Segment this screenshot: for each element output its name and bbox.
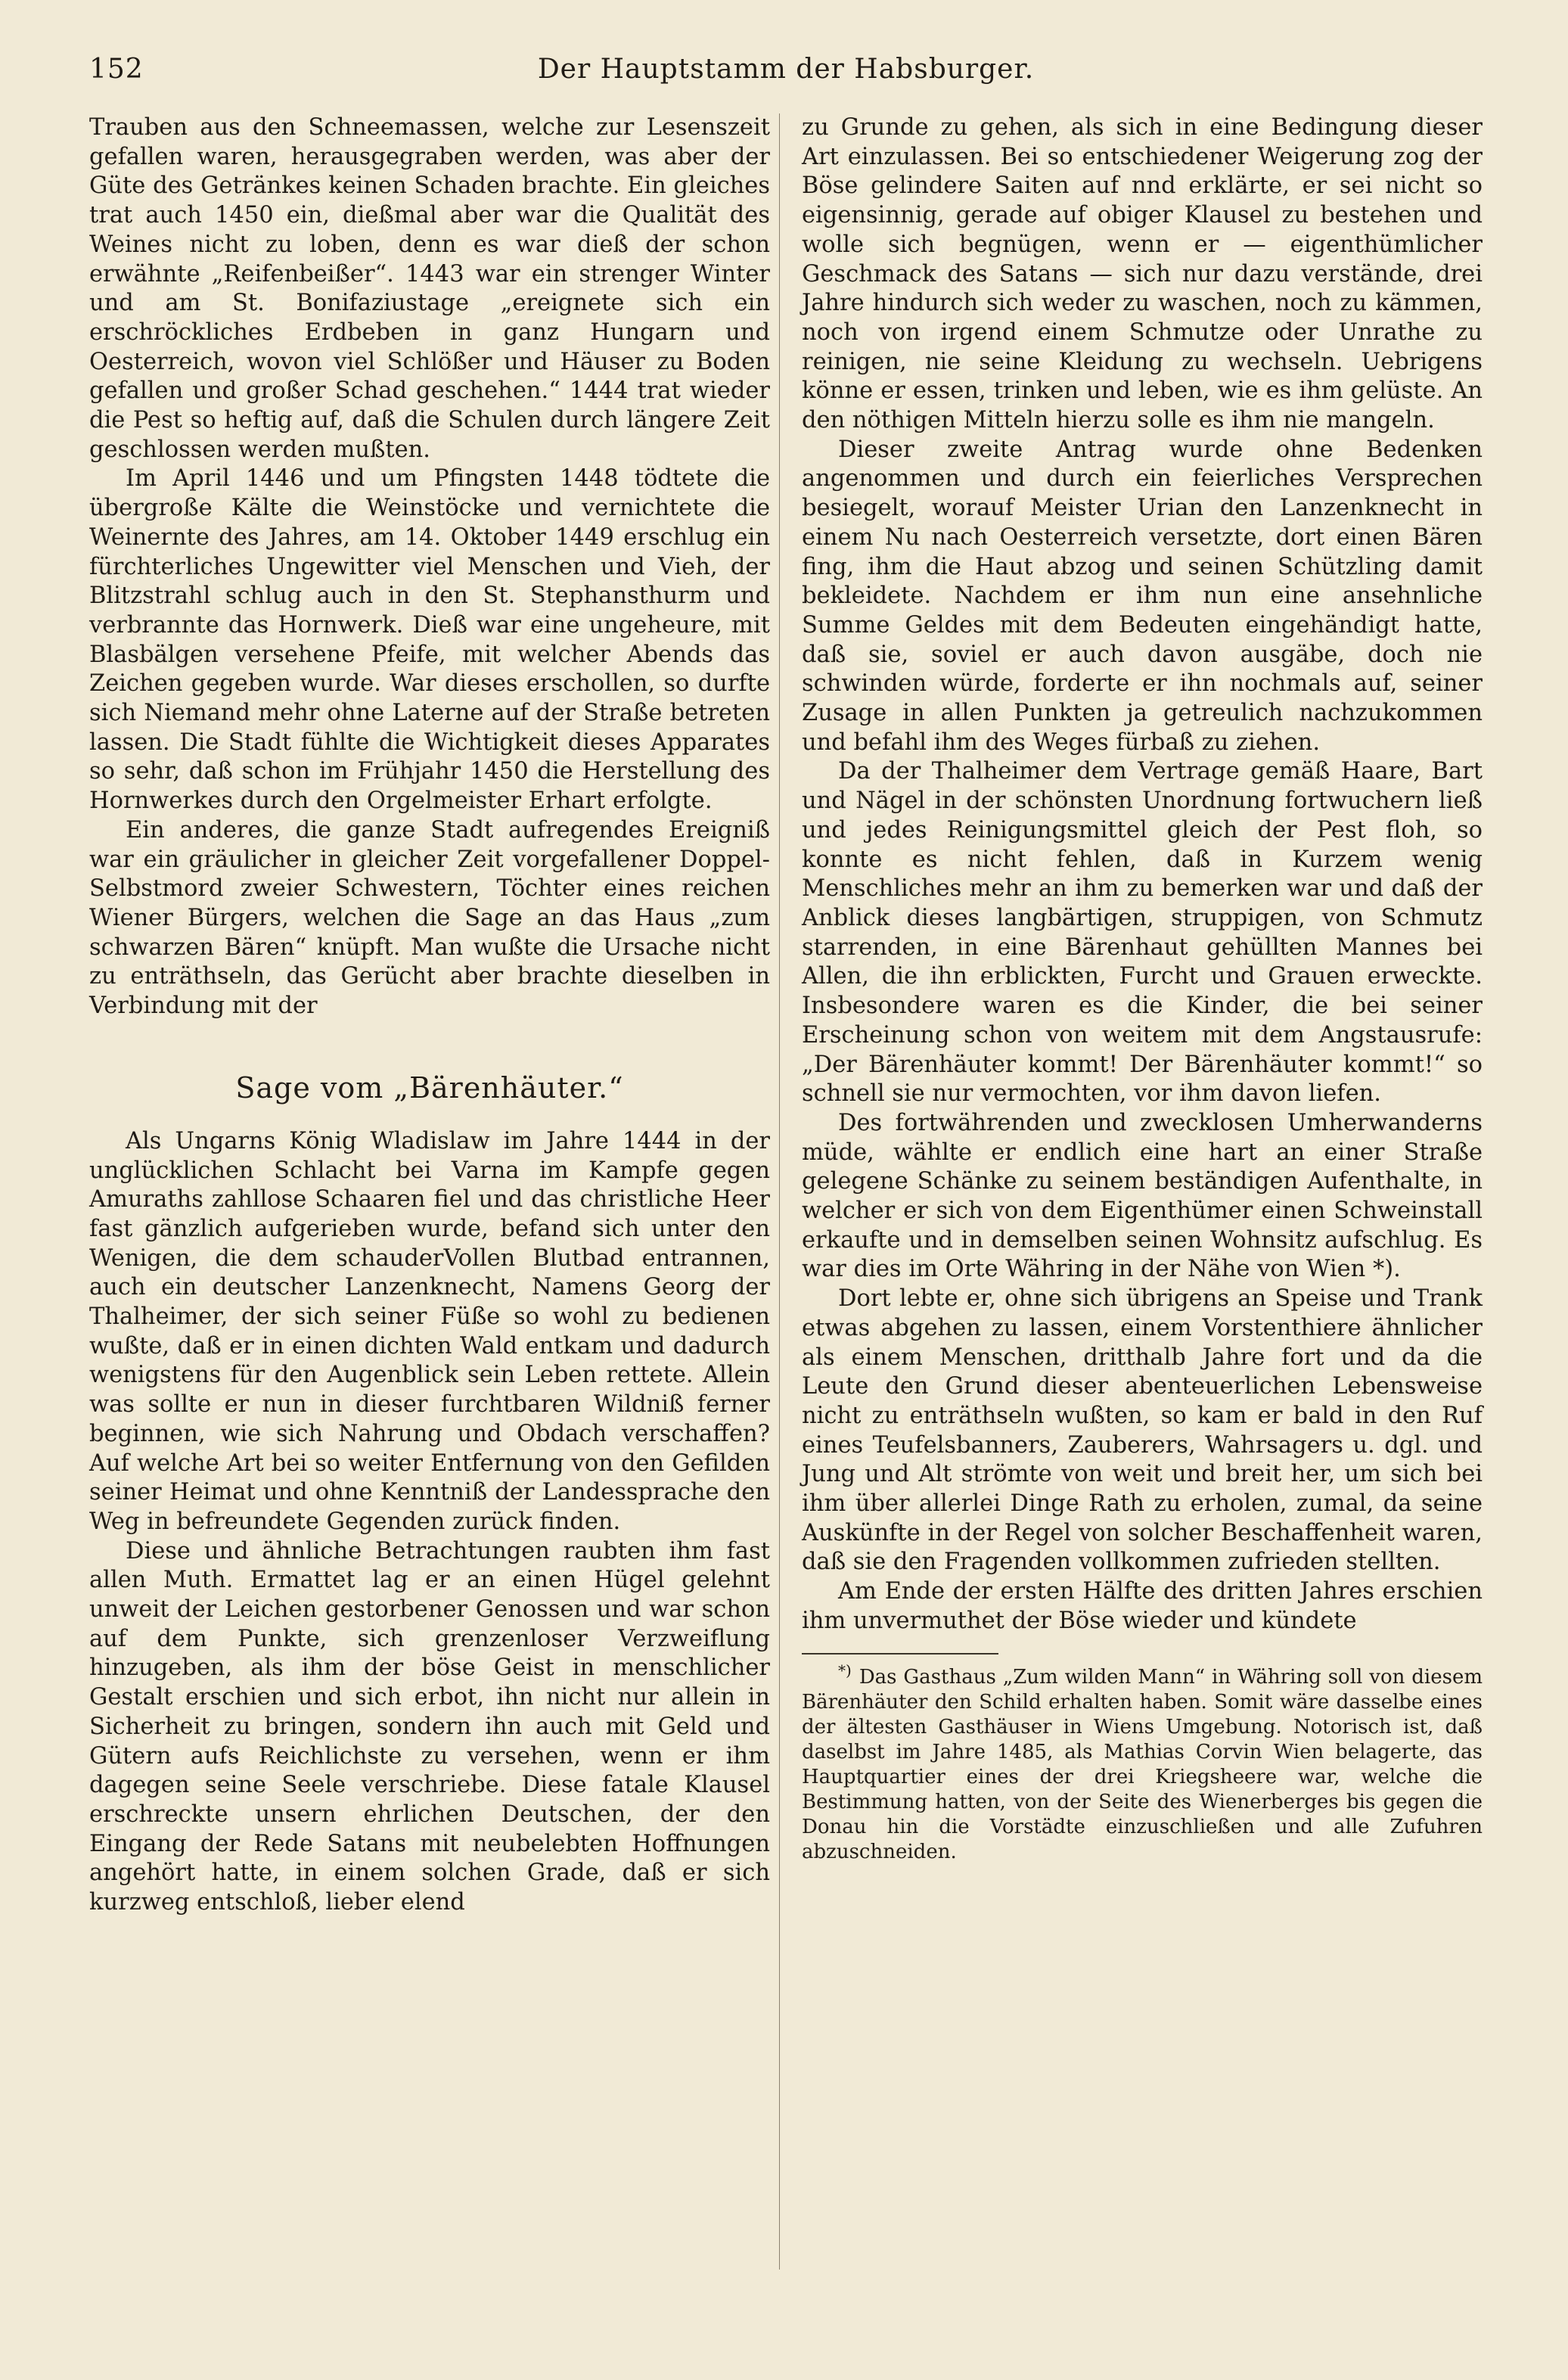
paragraph: Dort lebte er, ohne sich übrigens an Speise und Trank etwas abgehen zu lassen, einem Vorstenthiere ähnlicher als einem Menschen, dritthalb Jahre fort und da die Leute den Grund dieser abenteuerlichen Lebensweise nicht zu enträthseln wußten, so kam er bald in den Ruf eines Teufelsbanners, Zauberers, Wahrsagers u. dgl. und Jung und Alt strömte von weit und breit her, um sich bei ihm über allerlei Dinge Rath zu erholen, zumal, da seine Auskünfte in der Regel von solcher Beschaffenheit waren, daß sie den Fragenden vollkommen zufrieden stellten. <box>802 1285 1483 1576</box>
footnote <box>802 1661 1483 1865</box>
section-heading: Sage vom „Bärenhäuter.“ <box>235 1070 624 1105</box>
paragraph: Als Ungarns König Wladislaw im Jahre 1444 in der unglücklichen Schlacht bei Varna im Kampfe gegen Amuraths zahllose Schaaren fiel und das christliche Heer fast gänzlich aufgerieben wurde, befand sich unter den Wenigen, die dem schauderVollen Blutbad entrannen, auch ein deutscher Lanzenknecht, Namens Georg der Thalheimer, der sich seiner Füße so wohl zu bedienen wußte, daß er in einen dichten Wald entkam und dadurch wenigstens für den Augenblick sein Leben rettete. Allein was sollte er nun in dieser furchtbaren Wildniß ferner beginnen, wie sich Nahrung und Obdach verschaffen? Auf welche Art bei so weiter Entfernung von den Gefilden seiner Heimat und ohne Kenntniß der Landessprache den Weg in befreundete Gegenden zurück finden. <box>89 1127 770 1535</box>
footnote-marker: *) <box>838 1661 852 1679</box>
page-number: 152 <box>89 54 144 85</box>
paragraph: Des fortwährenden und zwecklosen Umherwanderns müde, wählte er endlich eine hart an einer Straße gelegene Schänke zu seinem beständigen Aufenthalte, in welcher er sich von dem Eigenthümer einen Schweinstall erkaufte und in demselben seinen Wohnsitz aufschlug. Es war dies im Orte Währing in der Nähe von Wien *). <box>802 1109 1483 1283</box>
left-column <box>89 113 770 2330</box>
paragraph: Trauben aus den Schneemassen, welche zur Lesenszeit gefallen waren, herausgegraben werden, was aber der Güte des Getränkes keinen Schaden brachte. Ein gleiches trat auch 1450 ein, dießmal aber war die Qualität des Weines nicht zu loben, denn es war dieß der schon erwähnte „Reifenbeißer“. 1443 war ein strenger Winter und am St. Bonifaziustage „ereignete sich ein erschröckliches Erdbeben in ganz Hungarn und Oesterreich, wovon viel Schlößer und Häuser zu Boden gefallen und großer Schad geschehen.“ 1444 trat wieder die Pest so heftig auf, daß die Schulen durch längere Zeit geschlossen werden mußten. <box>89 114 770 463</box>
footnote-text: Das Gasthaus „Zum wilden Mann“ in Währing soll von diesem Bärenhäuter den Schild erhalten haben. Somit wäre dasselbe eines der ältesten Gasthäuser in Wiens Umgebung. Notorisch ist, daß daselbst im Jahre 1485, als Mathias Corvin Wien belagerte, das Hauptquartier eines der drei Kriegsheere war, welche die Bestimmung hatten, von der Seite des Wienerberges bis gegen die Donau hin die Vorstädte einzuschließen und alle Zufuhren abzuschneiden. <box>802 1665 1483 1863</box>
running-title: Der Hauptstamm der Habsburger. <box>537 54 1035 85</box>
paragraph: Am Ende der ersten Hälfte des dritten Jahres erschien ihm unvermuthet der Böse wieder und kündete <box>802 1578 1483 1634</box>
running-head <box>89 47 1483 92</box>
right-column <box>802 113 1483 2330</box>
paragraph: Dieser zweite Antrag wurde ohne Bedenken angenommen und durch ein feierliches Versprechen besiegelt, worauf Meister Urian den Lanzenknecht in einem Nu nach Oesterreich versetzte, dort einen Bären fing, ihm die Haut abzog und seinen Schützling damit bekleidete. Nachdem er ihm nun eine ansehnliche Summe Geldes mit dem Bedeuten eingehändigt hatte, daß sie, soviel er auch davon ausgäbe, doch nie schwinden würde, forderte er ihn nochmals auf, seiner Zusage in allen Punkten ja getreulich nachzukommen und befahl ihm des Weges fürbaß zu ziehen. <box>802 436 1483 756</box>
paragraph: Im April 1446 und um Pfingsten 1448 tödtete die übergroße Kälte die Weinstöcke und vernichtete die Weinernte des Jahres, am 14. Oktober 1449 erschlug ein fürchterliches Ungewitter viel Menschen und Vieh, der Blitzstrahl schlug auch in den St. Stephansthurm und verbrannte das Hornwerk. Dieß war eine ungeheure, mit Blasbälgen versehene Pfeife, mit welcher Abends das Zeichen gegeben wurde. War dieses erschollen, so durfte sich Niemand mehr ohne Laterne auf der Straße betreten lassen. Die Stadt fühlte die Wichtigkeit dieses Apparates so sehr, daß schon im Frühjahr 1450 die Herstellung des Hornwerkes durch den Orgelmeister Erhart erfolgte. <box>89 465 770 815</box>
footnote-divider <box>802 1653 998 1655</box>
paragraph: Ein anderes, die ganze Stadt aufregendes Ereigniß war ein gräulicher in gleicher Zeit vorgefallener Doppel-Selbstmord zweier Schwestern, Töchter eines reichen Wiener Bürgers, welchen die Sage an das Haus „zum schwarzen Bären“ knüpft. Man wußte die Ursache nicht zu enträthseln, das Gerücht aber brachte dieselben in Verbindung mit der <box>89 816 770 1020</box>
paragraph: zu Grunde zu gehen, als sich in eine Bedingung dieser Art einzulassen. Bei so entschiedener Weigerung zog der Böse gelindere Saiten auf nnd erklärte, er sei nicht so eigensinnig, gerade auf obiger Klausel zu bestehen und wolle sich begnügen, wenn er — eigenthümlicher Geschmack des Satans — sich nur dazu verstände, drei Jahre hindurch sich weder zu waschen, noch zu kämmen, noch von irgend einem Schmutze oder Unrathe zu reinigen, nie seine Kleidung zu wechseln. Uebrigens könne er essen, trinken und leben, wie es ihm gelüste. An den nöthigen Mitteln hierzu solle es ihm nie mangeln. <box>802 114 1483 434</box>
paragraph: Da der Thalheimer dem Vertrage gemäß Haare, Bart und Nägel in der schönsten Unordnung fortwuchern ließ und jedes Reinigungsmittel gleich der Pest floh, so konnte es nicht fehlen, daß in Kurzem wenig Menschliches mehr an ihm zu bemerken war und daß der Anblick dieses langbärtigen, struppigen, von Schmutz starrenden, in eine Bärenhaut gehüllten Mannes bei Allen, die ihn erblickten, Furcht und Grauen erweckte. Insbesondere waren es die Kinder, die bei seiner Erscheinung schon von weitem mit dem Angstausrufe: „Der Bärenhäuter kommt! Der Bärenhäuter kommt!“ so schnell sie nur vermochten, vor ihm davon liefen. <box>802 758 1483 1108</box>
column-divider <box>779 113 780 2270</box>
paragraph: Diese und ähnliche Betrachtungen raubten ihm fast allen Muth. Ermattet lag er an einen Hügel gelehnt unweit der Leichen gestorbener Genossen und war schon auf dem Punkte, sich grenzenloser Verzweiflung hinzugeben, als ihm der böse Geist in menschlicher Gestalt erschien und sich erbot, ihn nicht nur allein in Sicherheit zu bringen, sondern ihn auch mit Geld und Gütern aufs Reichlichste zu versehen, wenn er ihm dagegen seine Seele verschriebe. Diese fatale Klausel erschreckte unsern ehrlichen Deutschen, der den Eingang der Rede Satans mit neubelebten Hoffnungen angehört hatte, in einem solchen Grade, daß er sich kurzweg entschloß, lieber elend <box>89 1537 770 1916</box>
